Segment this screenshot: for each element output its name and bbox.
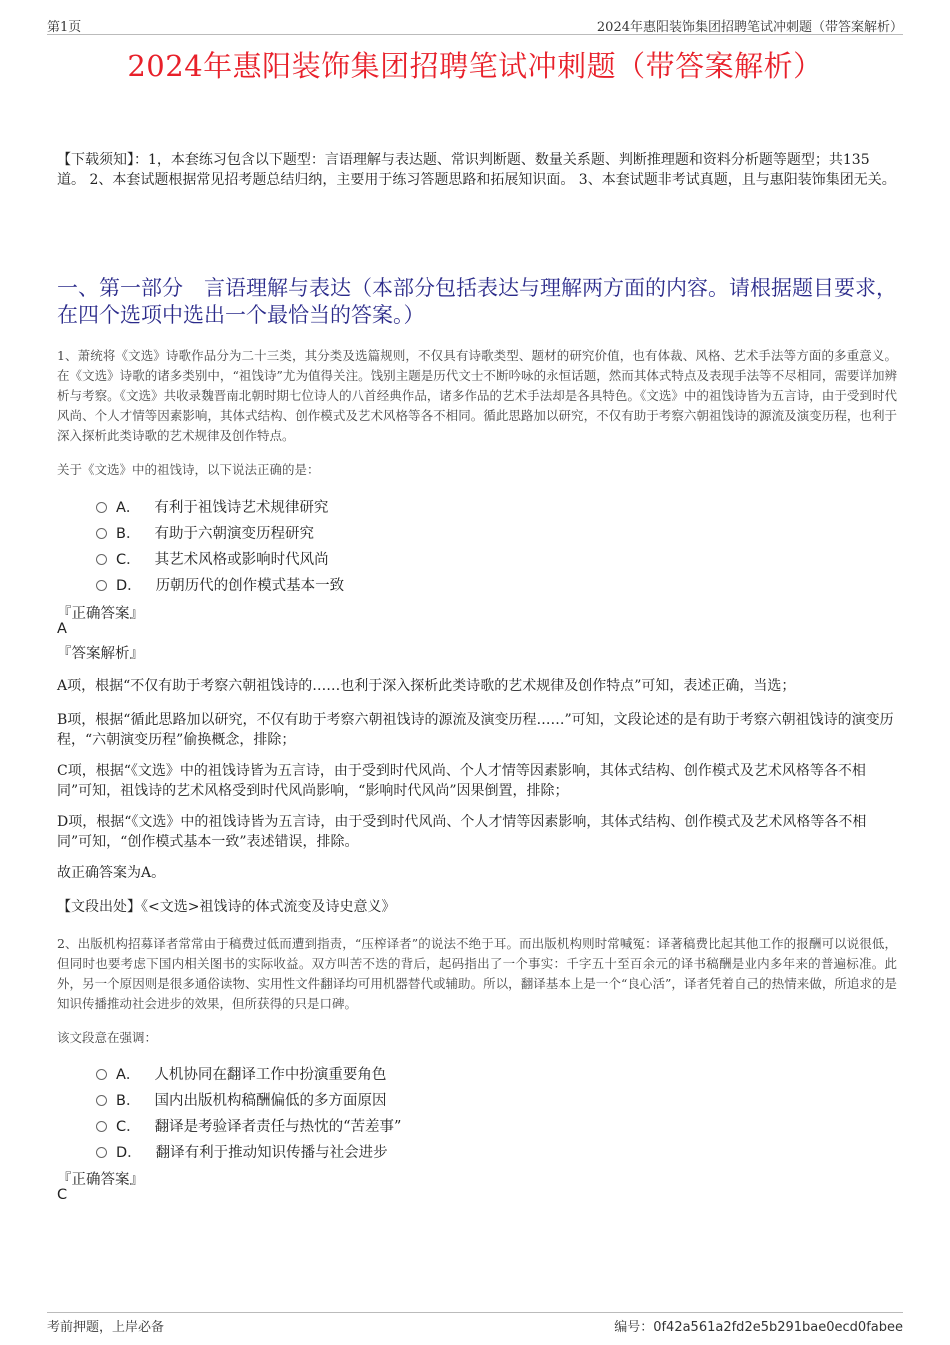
q1-answer: A — [57, 621, 67, 637]
radio-icon[interactable] — [96, 1069, 107, 1080]
radio-icon[interactable] — [96, 528, 107, 539]
q2-answer-label: 『正确答案』 — [57, 1172, 144, 1188]
q2-option-d[interactable]: D． 翻译有利于推动知识传播与社会进步 — [96, 1141, 388, 1161]
section-heading: 一、第一部分 言语理解与表达（本部分包括表达与理解两方面的内容。请根据题目要求，在四个选项中选出一个最恰当的答案。） — [57, 276, 897, 327]
page-footer — [47, 1312, 903, 1335]
radio-icon[interactable] — [96, 1147, 107, 1158]
q1-answer-label: 『正确答案』 — [57, 606, 144, 622]
q1-option-b[interactable]: B． 有助于六朝演变历程研究 — [96, 522, 314, 542]
q1-option-c[interactable]: C． 其艺术风格或影响时代风尚 — [96, 548, 329, 568]
q1-analysis-d: D项，根据“《文选》中的祖饯诗皆为五言诗，由于受到时代风尚、个人才情等因素影响，其体式结构、创作模式及艺术风格等各不相同”可知，“创作模式基本一致”表述错误，排除。 — [57, 814, 867, 850]
q1-analysis-c: C项，根据“《文选》中的祖饯诗皆为五言诗，由于受到时代风尚、个人才情等因素影响，其体式结构、创作模式及艺术风格等各不相同”可知，祖饯诗的艺术风格受到时代风尚影响，“影响时代风尚”因果倒置，排除； — [57, 763, 866, 799]
q1-source: 【文段出处】《<文选>祖饯诗的体式流变及诗史意义》 — [57, 899, 396, 915]
radio-icon[interactable] — [96, 1121, 107, 1132]
footer-slogan: 考前押题，上岸必备 — [47, 1320, 165, 1335]
q1-conclusion: 故正确答案为A。 — [57, 865, 166, 881]
q2-option-a[interactable]: A． 人机协同在翻译工作中扮演重要角色 — [96, 1063, 386, 1083]
q2-answer: C — [57, 1187, 68, 1203]
question-2-text: 2、出版机构招募译者常常由于稿费过低而遭到指责，“压榨译者”的说法不绝于耳。而出版机构则时常喊冤：译著稿费比起其他工作的报酬可以说很低，但同时也要考虑下国内相关图书的实际收益。双方叫苦不迭的背后，起码指出了一个事实：千字五十至百余元的译书稿酬是业内多年来的普遍标准。此外，另一个原因则是很多通俗读物、实用性文件翻译均可用机器替代或辅助。所以，翻译基本上是一个“良心活”，译者凭着自己的热情来做，所追求的是知识传播推动社会进步的效果，但所获得的只是口碑。 — [57, 936, 897, 1011]
q2-option-c[interactable]: C． 翻译是考验译者责任与热忱的“苦差事” — [96, 1115, 401, 1135]
question-2-prompt: 该文段意在强调： — [57, 1030, 158, 1045]
download-notice: 【下载须知】：1，本套练习包含以下题型：言语理解与表达题、常识判断题、数量关系题、判断推理题和资料分析题等题型；共135道。 2、本套试题根据常见招考题总结归纳，主要用于练习答题思路和拓展知识面。 3、本套试题非考试真题，且与惠阳装饰集团无关。 — [57, 152, 896, 188]
header-doc-title: 2024年惠阳装饰集团招聘笔试冲刺题（带答案解析） — [596, 20, 903, 35]
radio-icon[interactable] — [96, 1095, 107, 1106]
q1-analysis-b: B项，根据“循此思路加以研究，不仅有助于考察六朝祖饯诗的源流及演变历程……”可知，文段论述的是有助于考察六朝祖饯诗的演变历程，“六朝演变历程”偷换概念，排除； — [57, 712, 894, 748]
q1-option-d[interactable]: D． 历朝历代的创作模式基本一致 — [96, 574, 344, 594]
q1-option-a[interactable]: A． 有利于祖饯诗艺术规律研究 — [96, 496, 328, 516]
radio-icon[interactable] — [96, 502, 107, 513]
question-1-text: 1、萧统将《文选》诗歌作品分为二十三类，其分类及选篇规则，不仅具有诗歌类型、题材的研究价值，也有体裁、风格、艺术手法等方面的多重意义。在《文选》诗歌的诸多类别中，“祖饯诗”尤为值得关注。饯别主题是历代文士不断吟咏的永恒话题，然而其体式特点及表现手法等不尽相同，需要详加辨析与考察。《文选》共收录魏晋南北朝时期七位诗人的八首经典作品，诸多作品的艺术手法却是各具特色。《文选》中的祖饯诗皆为五言诗，由于受到时代风尚、个人才情等因素影响，其体式结构、创作模式及艺术风格等各不相同。循此思路加以研究，不仅有助于考察六朝祖饯诗的源流及演变历程，也利于深入探析此类诗歌的艺术规律及创作特点。 — [57, 348, 897, 443]
page-header — [47, 14, 903, 35]
q1-analysis-a: A项，根据“不仅有助于考察六朝祖饯诗的……也利于深入探析此类诗歌的艺术规律及创作特点”可知，表述正确，当选； — [57, 678, 796, 694]
q2-option-b[interactable]: B． 国内出版机构稿酬偏低的多方面原因 — [96, 1089, 386, 1109]
page-number: 第1页 — [47, 20, 82, 35]
question-1-prompt: 关于《文选》中的祖饯诗，以下说法正确的是： — [57, 462, 320, 477]
radio-icon[interactable] — [96, 580, 107, 591]
q1-analysis-label: 『答案解析』 — [57, 646, 144, 662]
radio-icon[interactable] — [96, 554, 107, 565]
document-id: 编号：0f42a561a2fd2e5b291bae0ecd0fabee — [614, 1320, 903, 1335]
document-title: 2024年惠阳装饰集团招聘笔试冲刺题（带答案解析） — [127, 49, 823, 83]
